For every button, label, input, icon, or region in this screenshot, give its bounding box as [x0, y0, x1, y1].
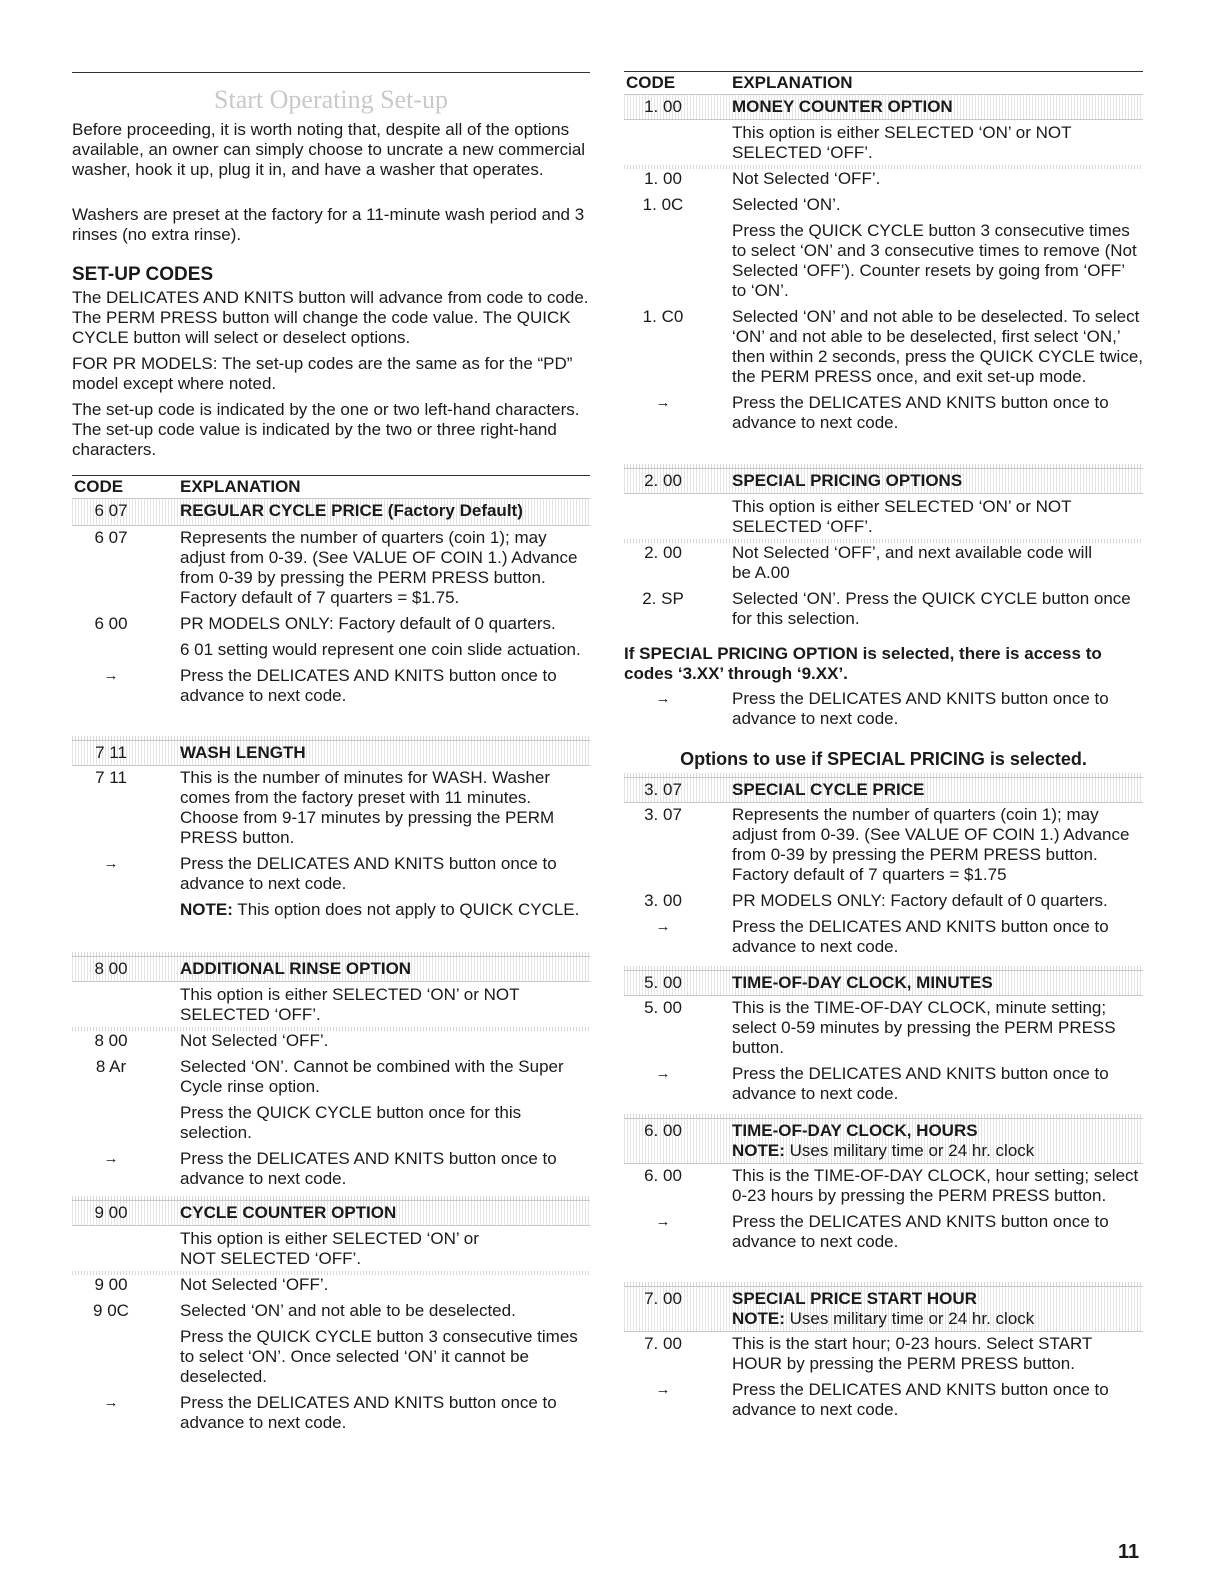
wash-length-section	[72, 736, 590, 920]
code-table-left	[72, 475, 590, 706]
code: 7. 00	[644, 1289, 682, 1308]
explanation: Selected ‘ON’ and not able to be deselected. To select ‘ON’ and not able to be deselected, first select ‘ON,’ then within 2 seconds, press the QUICK CYCLE twice, the PERM PRESS once, and exit set-up mode.	[732, 307, 1144, 386]
explanation: Not Selected ‘OFF’, and next available code will be A.00	[732, 543, 1093, 582]
note-label: NOTE:	[732, 1309, 785, 1328]
explanation-column-header: EXPLANATION	[180, 477, 301, 496]
code: 7 11	[95, 743, 127, 762]
table-row	[624, 195, 1143, 215]
setup-paragraph-3: The set-up code is indicated by the one or two left-hand characters. The set-up code value is indicated by the two or three right-hand characters.	[72, 400, 580, 459]
code: 8 00	[94, 1031, 128, 1050]
arrow-icon: →	[655, 690, 671, 707]
advance-instruction: Press the DELICATES AND KNITS button once to advance to next code.	[180, 1393, 557, 1432]
table-header	[72, 475, 590, 498]
code: 9 00	[94, 1275, 128, 1294]
explanation: Selected ‘ON’. Cannot be combined with the Super Cycle rinse option.	[180, 1057, 564, 1096]
code: 6. 00	[644, 1121, 682, 1140]
table-row	[72, 1301, 590, 1321]
explanation: Selected ‘ON’. Press the QUICK CYCLE button once for this selection.	[732, 589, 1131, 628]
code: 6 07	[94, 528, 128, 547]
description: This option is either SELECTED ‘ON’ or NOT SELECTED ‘OFF’.	[180, 985, 520, 1024]
advance-instruction: Press the DELICATES AND KNITS button once to advance to next code.	[732, 1380, 1109, 1419]
section-header-clock-hours	[624, 1118, 1143, 1164]
code: 1. 00	[644, 169, 682, 188]
code: 5. 00	[644, 973, 682, 992]
section-title: REGULAR CYCLE PRICE (Factory Default)	[180, 501, 523, 520]
clock-minutes-section	[624, 966, 1143, 1104]
section-header-clock-minutes	[624, 970, 1143, 996]
access-note: If SPECIAL PRICING OPTION is selected, there is access to codes ‘3.XX’ through ‘9.XX’.	[624, 644, 1102, 683]
section-title: MONEY COUNTER OPTION	[732, 97, 953, 116]
table-row	[624, 1166, 1143, 1206]
advance-instruction: Press the DELICATES AND KNITS button once to advance to next code.	[732, 917, 1109, 956]
cycle-counter-section	[72, 1196, 590, 1433]
note-label: NOTE:	[180, 900, 233, 919]
table-row	[72, 900, 590, 920]
section-header-start-hour	[624, 1286, 1143, 1332]
explanation: Press the QUICK CYCLE button 3 consecutive times to select ‘ON’. Once selected ‘ON’ it cannot be deselected.	[180, 1327, 578, 1386]
code: 9 00	[94, 1203, 128, 1222]
section-title: SPECIAL PRICE START HOUR	[732, 1289, 977, 1308]
explanation: Selected ‘ON’ and not able to be deselected.	[180, 1301, 516, 1320]
explanation: Not Selected ‘OFF’.	[732, 169, 881, 188]
section-header-special-pricing	[624, 468, 1143, 494]
arrow-icon: →	[103, 667, 119, 684]
explanation: Selected ‘ON’.	[732, 195, 841, 214]
table-row	[624, 998, 1143, 1058]
section-header-money-counter	[624, 94, 1143, 120]
code: 3. 07	[644, 805, 682, 824]
intro-paragraph-1: Before proceeding, it is worth noting that, despite all of the options available, an owner can simply choose to uncrate a new commercial washer, hook it up, plug it in, and have a washer that operates.	[72, 120, 586, 179]
table-row	[624, 891, 1143, 911]
note-text: This option does not apply to QUICK CYCLE.	[232, 900, 580, 919]
description: This option is either SELECTED ‘ON’ or NOT SELECTED ‘OFF’.	[732, 497, 1072, 536]
table-row	[72, 1275, 590, 1295]
explanation: Represents the number of quarters (coin 1); may adjust from 0-39. (See VALUE OF COIN 1.) Advance from 0-39 by pressing the PERM PRESS button. Factory default of 7 quarters = $1.75	[732, 805, 1130, 884]
explanation-column-header: EXPLANATION	[732, 73, 853, 92]
code: 6. 00	[644, 1166, 682, 1185]
section-header-special-cycle-price	[624, 777, 1143, 803]
arrow-icon: →	[655, 394, 671, 411]
section-header-additional-rinse	[72, 956, 590, 982]
table-row	[624, 393, 1143, 433]
code: 2. SP	[642, 589, 684, 608]
table-row	[72, 614, 590, 634]
explanation: This is the number of minutes for WASH. Washer comes from the factory preset with 11 minutes. Choose from 9-17 minutes by pressing the PERM PRESS button.	[180, 768, 555, 847]
code: 9 0C	[93, 1301, 129, 1320]
section-title: SPECIAL PRICING OPTIONS	[732, 471, 963, 490]
advance-instruction: Press the DELICATES AND KNITS button once to advance to next code.	[732, 689, 1109, 728]
explanation: This is the start hour; 0-23 hours. Select START HOUR by pressing the PERM PRESS button.	[732, 1334, 1092, 1373]
table-row	[624, 169, 1143, 189]
code: 2. 00	[644, 471, 682, 490]
section-title: SPECIAL CYCLE PRICE	[732, 780, 925, 799]
code: 6 07	[94, 501, 128, 520]
code: 1. 00	[644, 97, 682, 116]
code-table-right	[624, 71, 1143, 433]
table-row	[72, 854, 590, 894]
code-column-header: CODE	[626, 73, 676, 92]
arrow-icon: →	[655, 1381, 671, 1398]
code: 5. 00	[644, 998, 682, 1017]
advance-instruction: Press the DELICATES AND KNITS button once to advance to next code.	[180, 854, 557, 893]
explanation: This is the TIME-OF-DAY CLOCK, minute setting; select 0-59 minutes by pressing the PERM PRESS button.	[732, 998, 1116, 1057]
table-row	[624, 1380, 1143, 1420]
access-advance	[624, 689, 1143, 729]
special-cycle-price-section	[624, 773, 1143, 957]
explanation: Represents the number of quarters (coin 1); may adjust from 0-39. (See VALUE OF COIN 1.) Advance from 0-39 by pressing the PERM PRESS button. Factory default of 7 quarters = $1.75.	[180, 528, 578, 607]
section-header-cycle-counter	[72, 1200, 590, 1226]
explanation: Not Selected ‘OFF’.	[180, 1275, 329, 1294]
table-row	[624, 689, 1143, 729]
setup-codes-heading: SET-UP CODES	[72, 264, 214, 285]
arrow-icon: →	[103, 1150, 119, 1167]
table-row	[624, 589, 1143, 629]
intro-paragraph-2: Washers are preset at the factory for a 11-minute wash period and 3 rinses (no extra rinse).	[72, 205, 585, 244]
section-title: TIME-OF-DAY CLOCK, HOURS	[732, 1121, 978, 1140]
top-rule	[72, 72, 590, 73]
special-pricing-section	[624, 464, 1143, 629]
table-row	[72, 1229, 590, 1269]
table-row	[72, 1031, 590, 1051]
description: This option is either SELECTED ‘ON’ or NOT SELECTED ‘OFF’.	[180, 1229, 479, 1268]
setup-paragraph-1: The DELICATES AND KNITS button will advance from code to code. The PERM PRESS button will change the code value. The QUICK CYCLE button will select or deselect options.	[72, 288, 589, 347]
explanation: Not Selected ‘OFF’.	[180, 1031, 329, 1050]
explanation: 6 01 setting would represent one coin slide actuation.	[180, 640, 581, 659]
table-row	[624, 221, 1143, 301]
page-number: 11	[1118, 1541, 1140, 1563]
table-row	[72, 1149, 590, 1189]
note-text: Uses military time or 24 hr. clock	[784, 1309, 1035, 1328]
setup-paragraph-2: FOR PR MODELS: The set-up codes are the same as for the “PD” model except where noted.	[72, 354, 573, 393]
section-header-wash-length	[72, 740, 590, 766]
code: 7 11	[95, 768, 127, 787]
arrow-icon: →	[103, 855, 119, 872]
table-row	[72, 1057, 590, 1097]
table-row	[624, 497, 1143, 537]
table-row	[624, 1212, 1143, 1252]
note	[180, 900, 590, 920]
additional-rinse-section	[72, 952, 590, 1189]
section-title: TIME-OF-DAY CLOCK, MINUTES	[732, 973, 993, 992]
code-column-header: CODE	[74, 477, 124, 496]
arrow-icon: →	[103, 1394, 119, 1411]
advance-instruction: Press the DELICATES AND KNITS button once to advance to next code.	[732, 1212, 1109, 1251]
advance-instruction: Press the DELICATES AND KNITS button once to advance to next code.	[732, 393, 1109, 432]
code: 1. 0C	[642, 195, 684, 214]
table-row	[72, 640, 590, 660]
table-row	[72, 528, 590, 608]
section-title: CYCLE COUNTER OPTION	[180, 1203, 397, 1222]
table-header	[624, 71, 1143, 94]
page-title: Start Operating Set-up	[214, 85, 448, 114]
table-row	[624, 123, 1143, 163]
arrow-icon: →	[655, 918, 671, 935]
clock-hours-section	[624, 1114, 1143, 1252]
explanation: Press the QUICK CYCLE button once for this selection.	[180, 1103, 522, 1142]
code: 3. 07	[644, 780, 682, 799]
advance-instruction: Press the DELICATES AND KNITS button once to advance to next code.	[732, 1064, 1109, 1103]
table-row	[72, 985, 590, 1025]
code: 8 00	[94, 959, 128, 978]
section-header-regular-cycle-price	[72, 498, 590, 526]
code: 6 00	[94, 614, 128, 633]
code: 7. 00	[644, 1334, 682, 1353]
table-row	[72, 768, 590, 848]
note-label: NOTE:	[732, 1141, 785, 1160]
table-row	[72, 666, 590, 706]
table-row	[624, 307, 1143, 387]
code: 1. C0	[642, 307, 684, 326]
section-title: WASH LENGTH	[180, 743, 306, 762]
start-hour-section	[624, 1282, 1143, 1420]
explanation: PR MODELS ONLY: Factory default of 0 quarters.	[180, 614, 556, 633]
arrow-icon: →	[655, 1213, 671, 1230]
table-row	[624, 917, 1143, 957]
table-row	[624, 543, 1143, 583]
advance-instruction: Press the DELICATES AND KNITS button once to advance to next code.	[180, 1149, 557, 1188]
advance-instruction: Press the DELICATES AND KNITS button once to advance to next code.	[180, 666, 557, 705]
table-row	[72, 1327, 590, 1387]
code: 2. 00	[644, 543, 682, 562]
explanation: Press the QUICK CYCLE button 3 consecutive times to select ‘ON’ and 3 consecutive times to remove (Not Selected ‘OFF’). Counter resets by going from ‘OFF’ to ‘ON’.	[732, 221, 1137, 300]
arrow-icon: →	[655, 1065, 671, 1082]
code: 8 Ar	[95, 1057, 127, 1076]
table-row	[72, 1103, 590, 1143]
note-text: Uses military time or 24 hr. clock	[784, 1141, 1035, 1160]
explanation: PR MODELS ONLY: Factory default of 0 quarters.	[732, 891, 1108, 910]
table-row	[624, 1064, 1143, 1104]
note	[732, 1141, 1143, 1161]
note	[732, 1309, 1143, 1329]
options-heading: Options to use if SPECIAL PRICING is selected.	[680, 749, 1087, 769]
description: This option is either SELECTED ‘ON’ or NOT SELECTED ‘OFF’.	[732, 123, 1072, 162]
table-row	[624, 805, 1143, 885]
code: 3. 00	[644, 891, 682, 910]
explanation: This is the TIME-OF-DAY CLOCK, hour setting; select 0-23 hours by pressing the PERM PRESS button.	[732, 1166, 1139, 1205]
table-row	[72, 1393, 590, 1433]
table-row	[624, 1334, 1143, 1374]
section-title: ADDITIONAL RINSE OPTION	[180, 959, 412, 978]
